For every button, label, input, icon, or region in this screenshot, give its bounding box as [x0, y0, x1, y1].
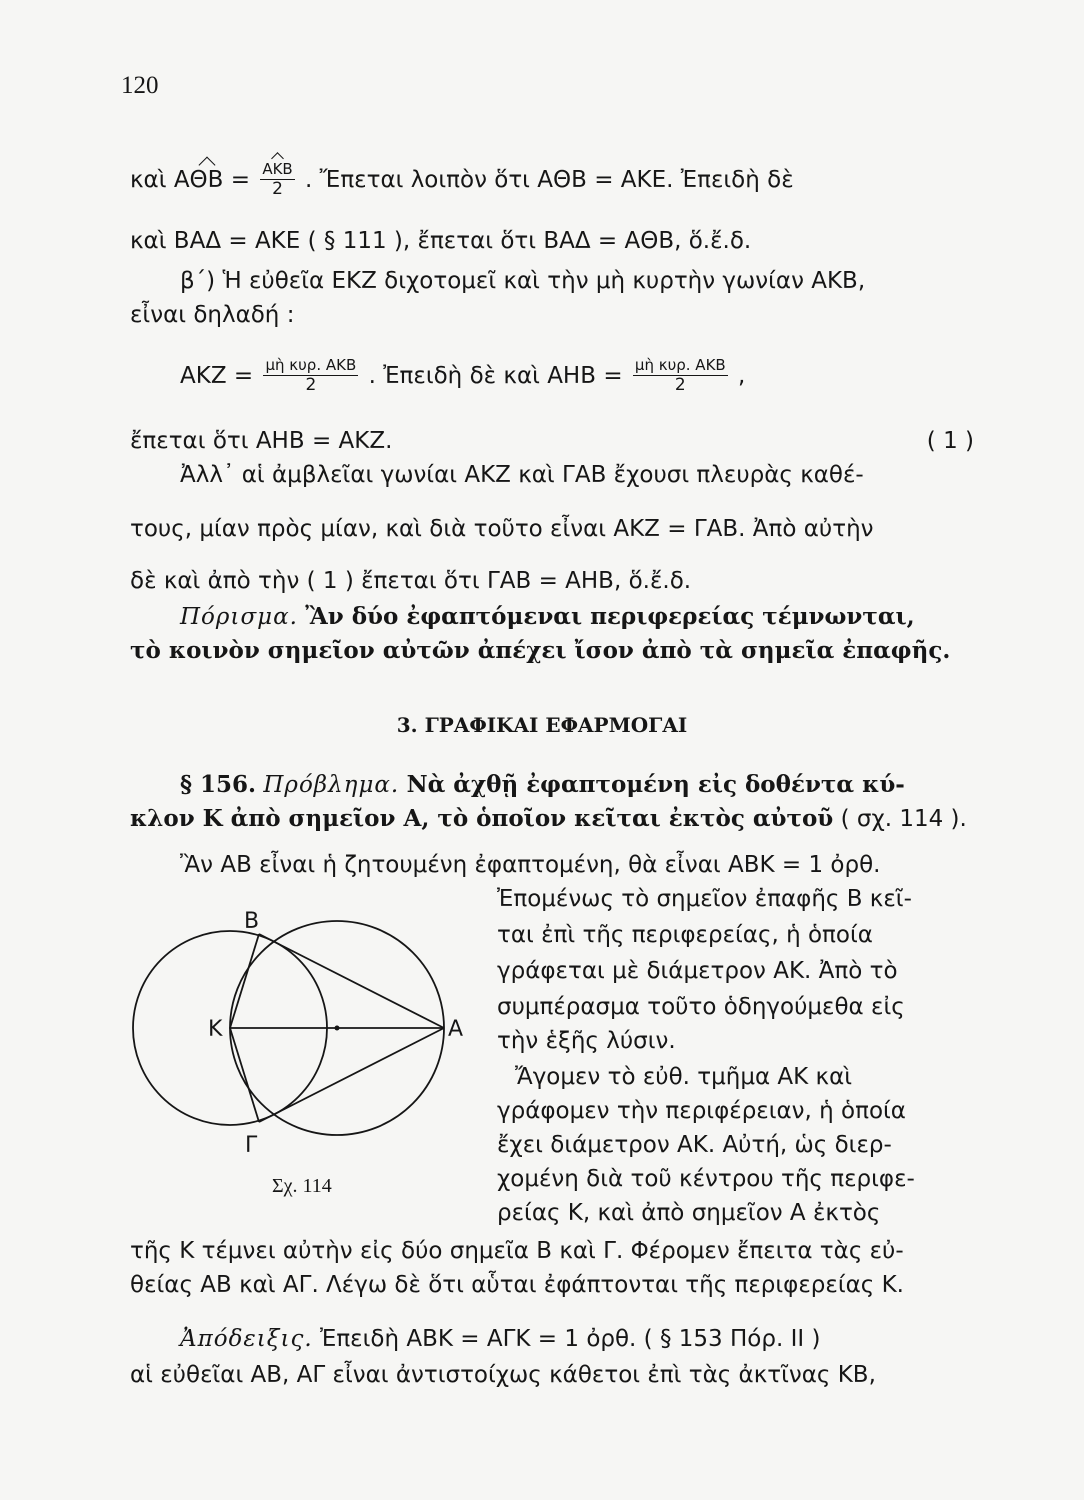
- fraction-numerator: μὴ κυρ. ΑΚΒ: [634, 356, 726, 374]
- figure-caption: Σχ. 114: [272, 1175, 332, 1197]
- label-g: Γ: [245, 1133, 258, 1158]
- wrap-line-7: γράφομεν τὴν περιφέρειαν, ἡ ὁποία: [497, 1098, 906, 1124]
- text-line-12: [180, 770, 974, 800]
- wrap-line-5: τὴν ἑξῆς λύσιν.: [497, 1028, 676, 1054]
- text-line-11: τὸ κοινὸν σημεῖον αὐτῶν ἀπέχει ἴσον ἀπὸ τὰ σημεῖα ἐπαφῆς.: [130, 637, 951, 664]
- text-line-4: εἶναι δηλαδή :: [130, 302, 295, 328]
- wrap-line-3: γράφεται μὲ διάμετρον ΑΚ. Ἀπὸ τὸ: [497, 958, 898, 984]
- text-span: ΑΘΒ = ΑΚΕ. Ἐπειδὴ δὲ: [537, 166, 794, 193]
- proof-text: Ἐπειδὴ ΑΒΚ = ΑΓΚ = 1 ὀρθ. ( § 153 Πόρ. ΙΙ ): [319, 1326, 821, 1352]
- fraction-denominator: 2: [305, 374, 317, 395]
- radius-kg: [230, 1028, 259, 1122]
- fraction-1: [263, 358, 358, 395]
- text-line-6: [130, 426, 974, 456]
- fraction-denominator: 2: [674, 374, 686, 395]
- wrap-line-6: Ἄγομεν τὸ εὐθ. τμῆμα ΑΚ καὶ: [515, 1064, 853, 1090]
- problem-label: Πρόβλημα.: [263, 772, 400, 798]
- wrap-line-8: ἔχει διάμετρον ΑΚ. Αὐτή, ὡς διερ-: [497, 1132, 892, 1158]
- problem-text: Νὰ ἀχθῇ ἐφαπτομένη εἰς δοθέντα κύ-: [406, 771, 905, 798]
- text-line-14: Ἂν ΑΒ εἶναι ἡ ζητουμένη ἐφαπτομένη, θὰ εἶναι ΑΒΚ = 1 ὀρθ.: [180, 852, 881, 878]
- wrap-line-1: Ἐπομένως τὸ σημεῖον ἐπαφῆς Β κεῖ-: [497, 886, 912, 912]
- label-b: Β: [244, 909, 260, 934]
- text-line-16: θείας ΑΒ καὶ ΑΓ. Λέγω δὲ ὅτι αὗται ἐφάπτονται τῆς περιφερείας Κ.: [130, 1272, 904, 1298]
- text-line-5: [180, 358, 974, 395]
- text-line-2: καὶ ΒΑΔ = ΑΚΕ ( § 111 ), ἔπεται ὅτι ΒΑΔ = ΑΘΒ, ὅ.ἔ.δ.: [130, 228, 752, 254]
- text-line-1: [130, 162, 974, 199]
- wrap-line-9: χομένη διὰ τοῦ κέντρου τῆς περιφε-: [497, 1166, 915, 1192]
- equation-number: ( 1 ): [926, 428, 974, 454]
- text-span: . Ἔπεται λοιπὸν ὅτι: [305, 166, 530, 193]
- section-heading: 3. ΓΡΑΦΙΚΑΙ ΕΦΑΡΜΟΓΑΙ: [396, 713, 688, 737]
- corollary-label: Πόρισμα.: [180, 604, 298, 630]
- text-span: ἔπεται ὅτι ΑΗΒ = ΑΚΖ.: [130, 428, 393, 454]
- text-line-17: [180, 1324, 974, 1354]
- fraction: [260, 162, 294, 199]
- wrap-line-10: ρείας Κ, καὶ ἀπὸ σημεῖον Α ἐκτὸς: [497, 1200, 881, 1226]
- text-line-13: [130, 804, 974, 834]
- wrap-line-4: συμπέρασμα τοῦτο ὁδηγούμεθα εἰς: [497, 994, 905, 1020]
- geometry-figure: [120, 890, 480, 1210]
- label-a: Α: [448, 1017, 464, 1042]
- wrap-line-2: ται ἐπὶ τῆς περιφερείας, ἡ ὁποία: [497, 922, 873, 948]
- corollary-text: Ἂν δύο ἐφαπτόμεναι περιφερείας τέμνωνται,: [305, 603, 915, 630]
- text-line-7: Ἀλλ᾽ αἱ ἀμβλεῖαι γωνίαι ΑΚΖ καὶ ΓΑΒ ἔχουσι πλευρὰς καθέ-: [180, 462, 864, 488]
- center-point: [335, 1026, 340, 1031]
- fraction-numerator: [260, 162, 294, 180]
- text-line-10: [180, 602, 974, 632]
- text-span: ,: [738, 362, 746, 389]
- angle-text: ΑΘΒ =: [173, 166, 251, 193]
- tangent-ag: [259, 1028, 444, 1122]
- radius-kb: [230, 934, 259, 1028]
- text-line-15: τῆς Κ τέμνει αὐτὴν εἰς δύο σημεῖα Β καὶ Γ. Φέρομεν ἔπειτα τὰς εὐ-: [130, 1238, 904, 1264]
- tangent-ab: [259, 934, 444, 1028]
- fraction-numerator: μὴ κυρ. ΑΚΒ: [265, 356, 357, 374]
- text-line-18: αἱ εὐθεῖαι ΑΒ, ΑΓ εἶναι ἀντιστοίχως κάθετοι ἐπὶ τὰς ἀκτῖνας ΚΒ,: [130, 1362, 876, 1388]
- fraction-denominator: 2: [272, 178, 283, 199]
- page-number: 120: [121, 72, 159, 99]
- text-line-9: δὲ καὶ ἀπὸ τὴν ( 1 ) ἔπεται ὅτι ΓΑΒ = ΑΗΒ, ὅ.ἔ.δ.: [130, 568, 692, 594]
- text-line-8: τους, μίαν πρὸς μίαν, καὶ διὰ τοῦτο εἶναι ΑΚΖ = ΓΑΒ. Ἀπὸ αὐτὴν: [130, 516, 874, 542]
- problem-text: κλον Κ ἀπὸ σημεῖον Α, τὸ ὁποῖον κεῖται ἐκτὸς αὐτοῦ: [130, 805, 834, 832]
- label-k: Κ: [208, 1017, 223, 1042]
- text-span: καὶ: [130, 166, 167, 193]
- text-span: . Ἐπειδὴ δὲ καὶ ΑΗΒ =: [368, 362, 623, 389]
- section-number: § 156.: [180, 771, 257, 798]
- fraction-numerator-text: ΑΚΒ: [262, 160, 293, 178]
- fraction-2: [633, 358, 728, 395]
- angle-expression: [174, 165, 250, 195]
- text-line-3: β΄) Ἡ εὐθεῖα ΕΚΖ διχοτομεῖ καὶ τὴν μὴ κυρτὴν γωνίαν ΑΚΒ,: [180, 268, 866, 294]
- figure-reference: ( σχ. 114 ).: [840, 806, 967, 832]
- proof-label: Ἀπόδειξις.: [180, 1326, 313, 1352]
- text-span: ΑΚΖ =: [180, 362, 254, 389]
